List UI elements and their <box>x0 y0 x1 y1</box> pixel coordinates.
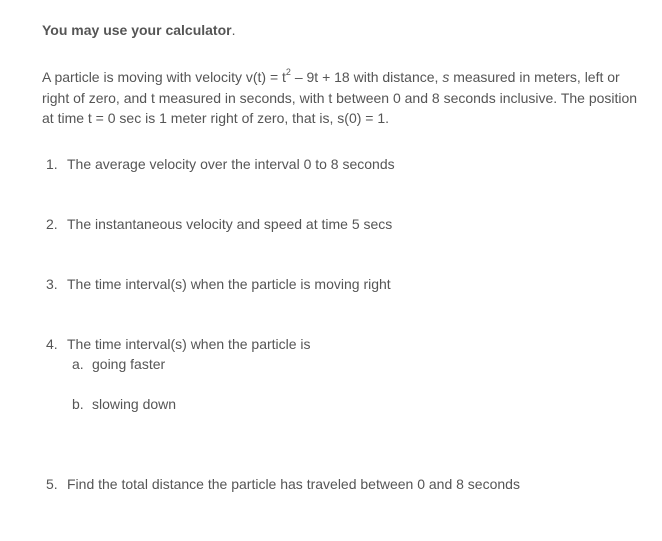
calculator-note <box>42 21 235 39</box>
question-text: The instantaneous velocity and speed at time 5 secs <box>67 216 393 232</box>
question-number: 4. <box>46 336 58 352</box>
intro-variable-s: s <box>442 69 450 85</box>
question-number: 5. <box>46 476 58 492</box>
calculator-note-bold: You may use your calculator <box>42 22 232 38</box>
question-text: The time interval(s) when the particle is <box>67 336 311 352</box>
subitem-text: going faster <box>92 356 166 372</box>
intro-part-2: – 9t + 18 with distance, <box>290 69 443 85</box>
question-number: 2. <box>46 216 58 232</box>
question-5 <box>46 475 520 493</box>
question-number: 3. <box>46 276 58 292</box>
intro-exponent: 2 <box>285 67 291 78</box>
question-4-subitem-a <box>72 355 165 373</box>
question-number: 1. <box>46 156 58 172</box>
intro-part-1: A particle is moving with velocity v(t) = t <box>42 69 286 85</box>
subitem-text: slowing down <box>92 396 177 412</box>
question-text: The average velocity over the interval 0 to 8 seconds <box>67 156 395 172</box>
problem-intro <box>42 67 638 129</box>
question-4 <box>46 335 311 353</box>
question-4-subitem-b <box>72 395 176 413</box>
intro-part-3: measured in meters, left or right of zero, and t measured in seconds, with t between 0 and 8 seconds inclusive. The position at time t = 0 sec is 1 meter right of zero, that is, s(0) = 1. <box>42 69 638 126</box>
subitem-letter: a. <box>72 356 84 372</box>
subitem-letter: b. <box>72 396 84 412</box>
question-text: Find the total distance the particle has traveled between 0 and 8 seconds <box>67 476 520 492</box>
question-text: The time interval(s) when the particle is moving right <box>67 276 391 292</box>
question-3 <box>46 275 391 293</box>
question-2 <box>46 215 392 233</box>
calculator-note-period: . <box>231 22 236 38</box>
question-1 <box>46 155 395 173</box>
